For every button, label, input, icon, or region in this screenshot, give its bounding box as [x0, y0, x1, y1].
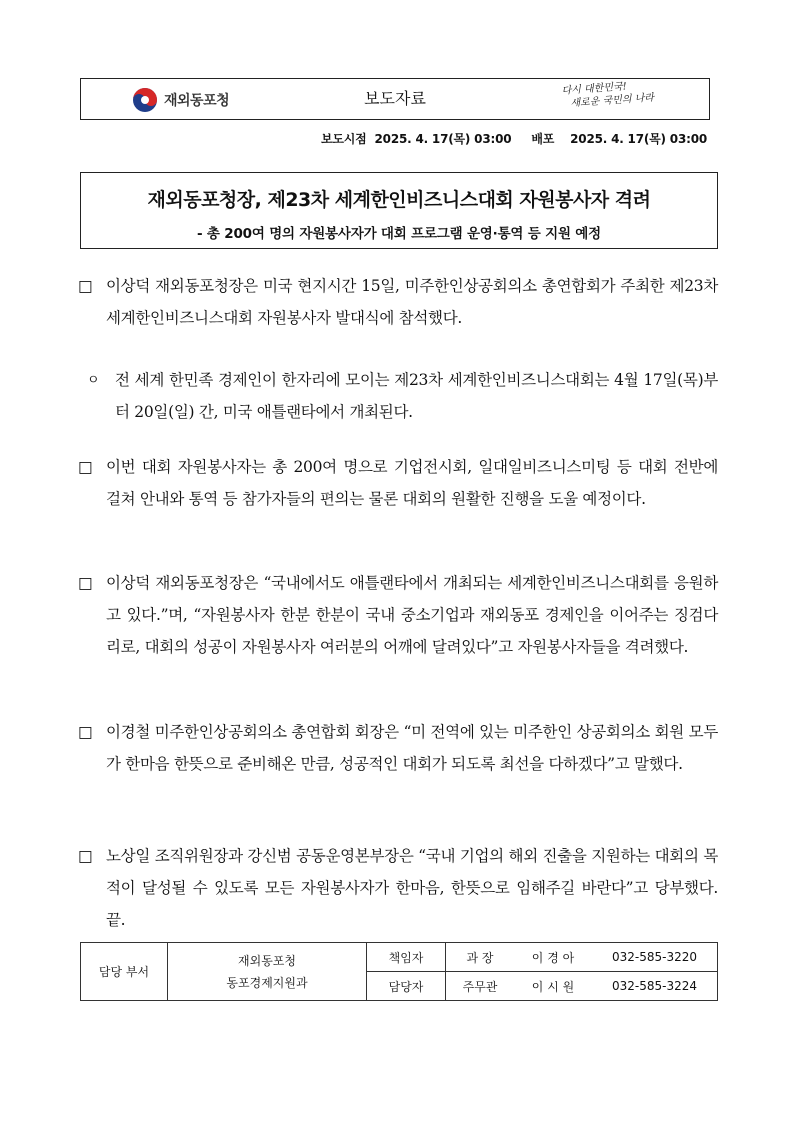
role-cell: 책임자 — [367, 943, 446, 972]
table-row — [81, 943, 718, 972]
name-cell: 이 경 아 — [514, 943, 592, 972]
paragraph-text: 이상덕 재외동포청장은 “국내에서도 애틀랜타에서 개최되는 세계한인비즈니스대회를 응원하고 있다.”며, “자원봉사자 한분 한분이 국내 중소기업과 재외동포 경제인을 이어주는 징검다리로, 대회의 성공이 자원봉사자 여러분의 어깨에 달려있다”고 자원봉사자들을 격려했다. — [106, 574, 718, 656]
dept-name — [168, 943, 367, 1001]
phone-cell: 032-585-3224 — [592, 972, 718, 1001]
paragraph-4 — [78, 567, 718, 663]
title-cell: 주무관 — [446, 972, 515, 1001]
agency-name: 재외동포청 — [164, 93, 230, 109]
slogan-line-1: 다시 대한민국! — [561, 81, 628, 97]
square-bullet-icon: □ — [78, 277, 93, 295]
square-bullet-icon: □ — [78, 847, 93, 865]
paragraph-text: 이번 대회 자원봉사자는 총 200여 명으로 기업전시회, 일대일비즈니스미팅 등 대회 전반에 걸쳐 안내와 통역 등 참가자들의 편의는 물론 대회의 원활한 진행을 도울 예정이다. — [106, 458, 718, 508]
phone-cell: 032-585-3220 — [592, 943, 718, 972]
agency-logo — [132, 87, 229, 113]
paragraph-3 — [78, 451, 718, 515]
dept-line-2: 동포경제지원과 — [226, 975, 308, 990]
circle-bullet-icon: ㅇ — [87, 373, 100, 388]
paragraph-text: 전 세계 한민족 경제인이 한자리에 모이는 제23차 세계한인비즈니스대회는 4월 17일(목)부터 20일(일) 간, 미국 애틀랜타에서 개최된다. — [115, 371, 718, 421]
subheadline: - 총 200여 명의 자원봉사자가 대회 프로그램 운영·통역 등 지원 예정 — [197, 226, 601, 242]
dept-line-1: 재외동포청 — [238, 953, 296, 968]
dept-label: 담당 부서 — [81, 943, 168, 1001]
paragraph-text: 이경철 미주한인상공회의소 총연합회 회장은 “미 전역에 있는 미주한인 상공회의소 회원 모두가 한마음 한뜻으로 준비해온 만큼, 성공적인 대회가 되도록 최선을 다하겠다”고 말했다. — [106, 723, 718, 773]
square-bullet-icon: □ — [78, 723, 93, 741]
paragraph-text: 노상일 조직위원장과 강신범 공동운영본부장은 “국내 기업의 해외 진출을 지원하는 대회의 목적이 달성될 수 있도록 모든 자원봉사자가 한마음, 한뜻으로 임해주길 바란다”고 당부했다. 끝. — [106, 847, 718, 929]
paragraph-5 — [78, 716, 718, 780]
paragraph-text: 이상덕 재외동포청장은 미국 현지시간 15일, 미주한인상공회의소 총연합회가 주최한 제23차 세계한인비즈니스대회 자원봉사자 발대식에 참석했다. — [106, 277, 718, 327]
square-bullet-icon: □ — [78, 458, 93, 476]
paragraph-6 — [78, 840, 718, 936]
taegeuk-logo-icon — [132, 87, 158, 113]
headline-box — [80, 172, 718, 249]
headline: 재외동포청장, 제23차 세계한인비즈니스대회 자원봉사자 격려 — [147, 189, 651, 211]
doc-type-label: 보도자료 — [364, 89, 426, 108]
paragraph-2 — [78, 364, 718, 428]
name-cell: 이 시 원 — [514, 972, 592, 1001]
release-label: 보도시점 — [320, 132, 367, 146]
square-bullet-icon: □ — [78, 574, 93, 592]
paragraph-1 — [78, 270, 718, 334]
release-date: 2025. 4. 17(목) 03:00 — [374, 132, 512, 146]
title-cell: 과 장 — [446, 943, 515, 972]
slogan-line-2: 새로운 국민의 나라 — [570, 92, 655, 110]
distribute-label: 배포 — [531, 132, 555, 146]
release-info — [317, 130, 707, 147]
distribute-date: 2025. 4. 17(목) 03:00 — [570, 132, 707, 146]
contact-table — [80, 942, 718, 1001]
role-cell: 담당자 — [367, 972, 446, 1001]
